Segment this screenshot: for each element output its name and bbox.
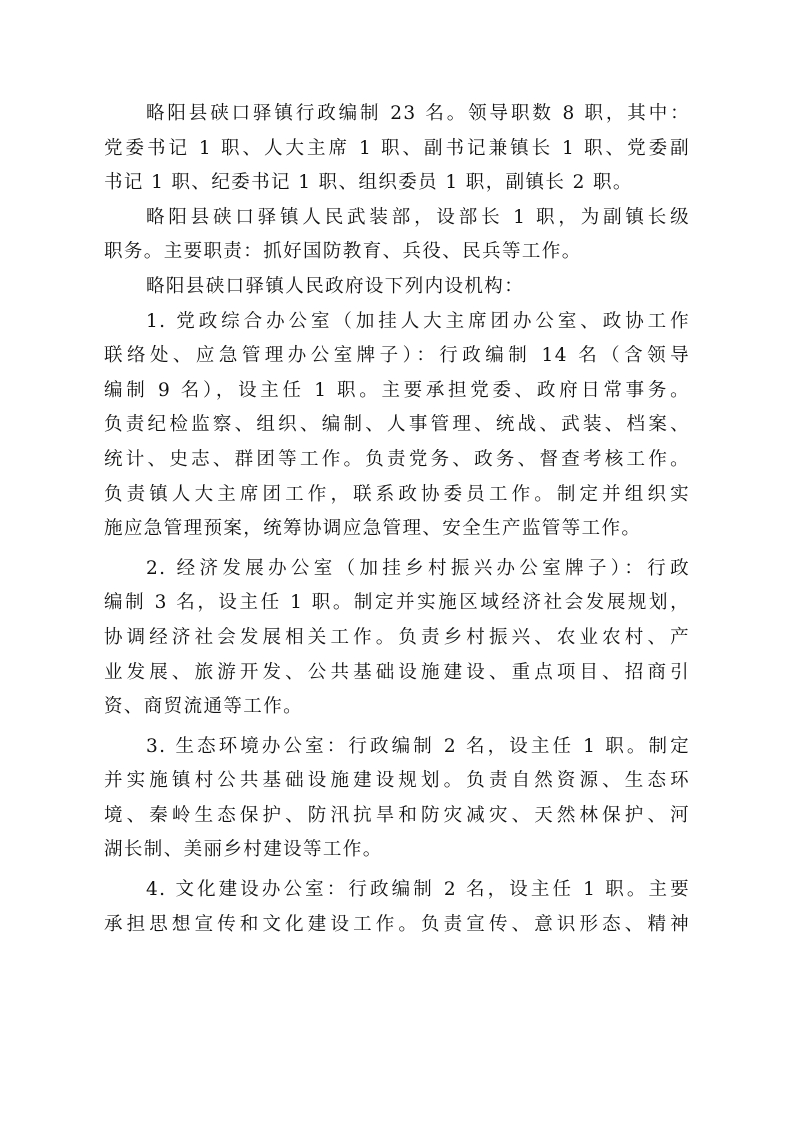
text-line: 书记 1 职、纪委书记 1 职、组织委员 1 职，副镇长 2 职。 (104, 172, 633, 194)
text-line: 1. 党政综合办公室（加挂人大主席团办公室、政协工作 (146, 310, 690, 332)
text-line: 略阳县硖口驿镇人民武装部，设部长 1 职，为副镇长级 (146, 206, 690, 228)
text-line: 3. 生态环境办公室：行政编制 2 名，设主任 1 职。制定 (146, 735, 690, 757)
text-line: 4. 文化建设办公室：行政编制 2 名，设主任 1 职。主要 (146, 879, 690, 901)
text-line: 施应急管理预案，统筹协调应急管理、安全生产监管等工作。 (104, 518, 642, 540)
text-line: 负责镇人大主席团工作，联系政协委员工作。制定并组织实 (104, 483, 690, 505)
text-line: 并实施镇村公共基础设施建设规划。负责自然资源、生态环 (104, 770, 690, 792)
text-line: 联络处、应急管理办公室牌子）：行政编制 14 名（含领导 (104, 345, 690, 367)
text-line: 境、秦岭生态保护、防汛抗旱和防灾减灾、天然林保护、河 (104, 804, 690, 826)
text-line: 党委书记 1 职、人大主席 1 职、副书记兼镇长 1 职、党委副 (104, 137, 690, 159)
text-line: 湖长制、美丽乡村建设等工作。 (104, 839, 383, 861)
text-line: 编制 3 名，设主任 1 职。制定并实施区域经济社会发展规划， (104, 592, 690, 614)
text-line: 2. 经济发展办公室（加挂乡村振兴办公室牌子）：行政 (146, 557, 690, 579)
text-line: 职务。主要职责：抓好国防教育、兵役、民兵等工作。 (104, 241, 582, 263)
document-page (104, 97, 690, 942)
text-line: 编制 9 名），设主任 1 职。主要承担党委、政府日常事务。 (104, 379, 690, 401)
text-line: 业发展、旅游开发、公共基础设施建设、重点项目、招商引 (104, 661, 690, 683)
text-line: 资、商贸流通等工作。 (104, 696, 304, 718)
text-line: 协调经济社会发展相关工作。负责乡村振兴、农业农村、产 (104, 626, 690, 648)
text-line: 负责纪检监察、组织、编制、人事管理、统战、武装、档案、 (104, 414, 690, 436)
text-line: 承担思想宣传和文化建设工作。负责宣传、意识形态、精神 (104, 913, 690, 935)
text-line: 略阳县硖口驿镇行政编制 23 名。领导职数 8 职，其中： (146, 103, 690, 124)
text-line: 统计、史志、群团等工作。负责党务、政务、督查考核工作。 (104, 448, 690, 470)
text-line: 略阳县硖口驿镇人民政府设下列内设机构： (146, 275, 525, 297)
